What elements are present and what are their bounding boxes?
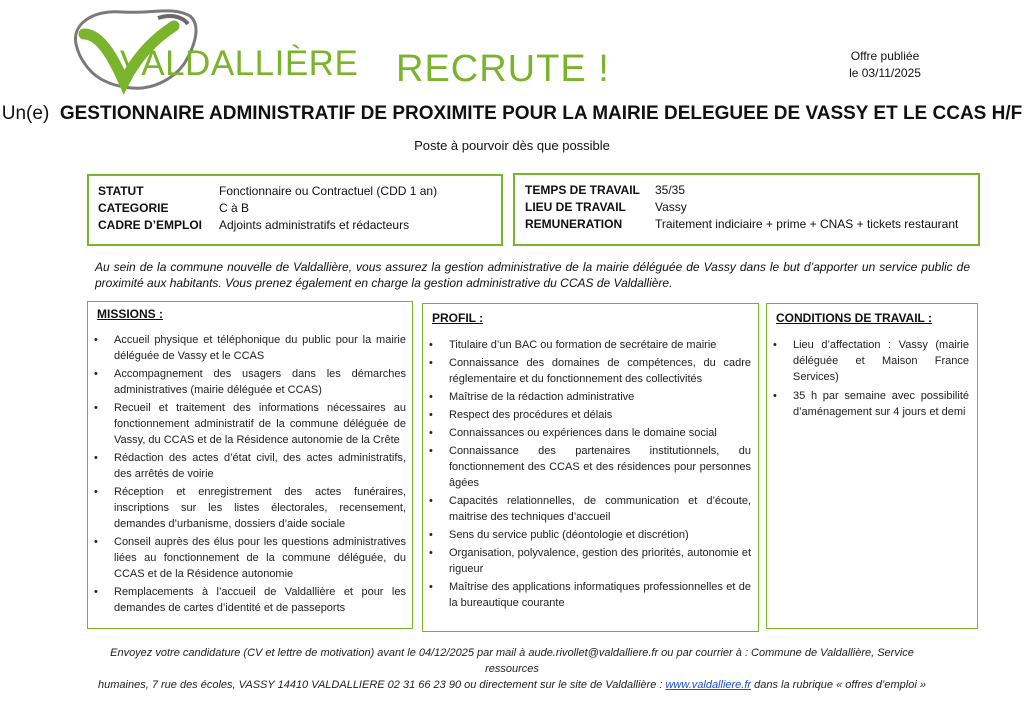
bullet-icon: • [94,402,98,414]
info-value: Traitement indiciaire + prime + CNAS + tickets restaurant [655,217,959,231]
job-title [0,103,1024,125]
list-item: • Respect des procédures et délais [429,409,613,421]
info-label: STATUT [98,184,144,198]
conditions-section [766,303,978,629]
info-value: Fonctionnaire ou Contractuel (CDD 1 an) [219,184,438,198]
list-item: • Maîtrise des applications informatiques professionnelles et de la bureautique courante [429,581,751,609]
intro-paragraph: Au sein de la commune nouvelle de Valdallière, vous assurez la gestion administrative de la mairie déléguée de Vassy dans le but d’apporter un service public de proximité aux habitants. Vous prenez également en charge la gestion administrative du CCAS de Valdallière. [95,260,970,290]
list-item: • Accompagnement des usagers dans les démarches administratives (mairie déléguée et CCAS) [94,368,406,396]
list-item: • Remplacements à l’accueil de Valdallière et pour les demandes de cartes d’identité et de passeports [94,586,406,614]
recrute-heading: RECRUTE ! [396,48,610,90]
job-info-box-left [87,174,503,246]
info-value: 35/35 [655,183,686,197]
info-value: Vassy [655,200,687,214]
list-item: • Sens du service public (déontologie et discrétion) [429,529,689,541]
bullet-icon: • [94,486,98,498]
bullet-icon: • [429,357,433,369]
info-value: Adjoints administratifs et rédacteurs [219,218,410,232]
conditions-title: CONDITIONS DE TRAVAIL : [776,311,932,325]
info-value: C à B [219,201,250,215]
bullet-icon: • [429,547,433,559]
list-item: • Connaissances ou expériences dans le domaine social [429,427,717,439]
bullet-icon: • [429,427,433,439]
list-item: • Connaissance des partenaires institutionnels, du fonctionnement des CCAS et des résidences pour personnes âgées [429,445,751,489]
published-label: Offre publiée [850,49,920,63]
list-item: • Connaissance des domaines de compétences, du cadre réglementaire et du fonctionnement des collectivités [429,357,751,385]
list-item: • 35 h par semaine avec possibilité d’aménagement sur 4 jours et demi [773,390,969,418]
bullet-icon: • [773,390,777,402]
missions-list [88,332,406,618]
bullet-icon: • [429,409,433,421]
info-label: CATEGORIE [98,201,169,215]
list-item: • Lieu d’affectation : Vassy (mairie déléguée et Maison France Services) [773,339,969,383]
bullet-icon: • [94,536,98,548]
list-item: • Accueil physique et téléphonique du public pour la mairie déléguée de Vassy et le CCAS [94,334,406,362]
footer-line-1: Envoyez votre candidature (CV et lettre de motivation) avant le 04/12/2025 par mail à aude.rivollet@valdalliere.fr ou par courrier à : Commune de Valdallière, Service ressources [110,647,914,675]
bullet-icon: • [429,581,433,593]
bullet-icon: • [94,452,98,464]
bullet-icon: • [429,529,433,541]
bullet-icon: • [94,368,98,380]
bullet-icon: • [429,339,433,351]
job-subtitle: Poste à pourvoir dès que possible [414,138,610,153]
conditions-list [767,337,969,423]
info-label: LIEU DE TRAVAIL [525,200,626,214]
list-item: • Maîtrise de la rédaction administrative [429,391,635,403]
list-item: • Réception et enregistrement des actes funéraires, inscriptions sur les listes électorales, recensement, demandes d’urbanisme, dossiers d’aide sociale [94,486,406,530]
website-link[interactable]: www.valdalliere.fr [665,679,752,691]
info-label: REMUNERATION [525,217,623,231]
list-item: • Conseil auprès des élus pour les questions administratives liées au fonctionnement de la commune déléguée, du CCAS et de la Résidence autonomie [94,536,406,580]
publication-date [830,48,940,82]
list-item: • Rédaction des actes d’état civil, des actes administratifs, des arrêtés de voirie [94,452,406,480]
job-title-prefix: Un(e) [1,103,50,124]
profil-section [422,303,759,632]
bullet-icon: • [429,445,433,457]
list-item: • Capacités relationnelles, de communication et d’écoute, maitrise des techniques d’accueil [429,495,751,523]
missions-section [87,301,413,629]
bullet-icon: • [429,495,433,507]
bullet-icon: • [429,391,433,403]
application-instructions [90,645,934,693]
info-label: TEMPS DE TRAVAIL [525,183,640,197]
list-item: • Recueil et traitement des informations nécessaires au fonctionnement administratif de la commune déléguée de Vassy, du CCAS et de la Résidence autonomie de la Crête [94,402,406,446]
bullet-icon: • [94,586,98,598]
list-item: • Titulaire d’un BAC ou formation de secrétaire de mairie [429,339,717,351]
list-item: • Organisation, polyvalence, gestion des priorités, autonomie et rigueur [429,547,751,575]
published-date: le 03/11/2025 [849,66,921,80]
job-info-box-right [513,173,980,246]
profil-title: PROFIL : [432,311,484,325]
info-label: CADRE D’EMPLOI [98,218,203,232]
footer-line-2: humaines, 7 rue des écoles, VASSY 14410 VALDALLIERE 02 31 66 23 90 ou directement sur le site de Valdallière : www.valdalliere.fr dans la rubrique « offres d’emploi » [98,679,926,691]
bullet-icon: • [773,339,777,351]
missions-title: MISSIONS : [97,307,164,321]
job-title-text: GESTIONNAIRE ADMINISTRATIF DE PROXIMITE POUR LA MAIRIE DELEGUEE DE VASSY ET LE CCAS H/F [59,103,1023,124]
logo-wordmark: VALDALLIÈRE [120,44,359,83]
bullet-icon: • [94,334,98,346]
profil-list [423,337,751,613]
